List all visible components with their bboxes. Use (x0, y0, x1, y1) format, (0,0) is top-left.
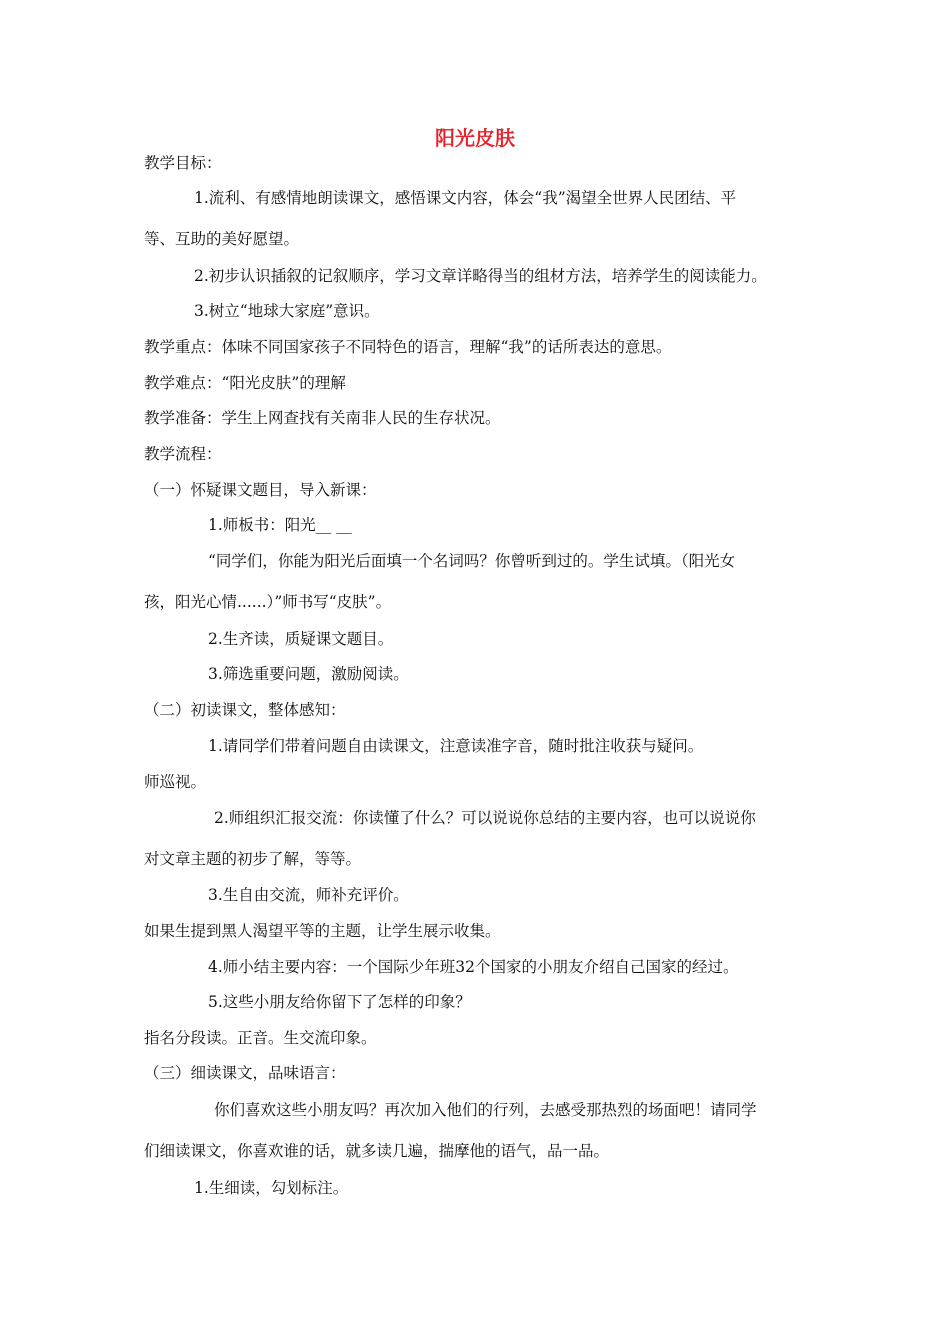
section-heading: 教学流程： (144, 445, 222, 463)
paragraph-line: 教学重点：体味不同国家孩子不同特色的语言，理解“我”的话所表达的意思。 (144, 338, 672, 356)
paragraph-line: 3.筛选重要问题，激励阅读。 (208, 665, 409, 683)
paragraph-line: 2.生齐读，质疑课文题目。 (208, 630, 394, 648)
section-heading: （二）初读课文，整体感知： (144, 701, 346, 719)
paragraph-line: 2.初步认识插叙的记叙顺序，学习文章详略得当的组材方法，培养学生的阅读能力。 (194, 267, 767, 285)
paragraph-line: 你们喜欢这些小朋友吗？再次加入他们的行列，去感受那热烈的场面吧！请同学 (214, 1101, 757, 1119)
paragraph-line: 1.流利、有感情地朗读课文，感悟课文内容，体会“我”渴望全世界人民团结、平 (194, 189, 737, 207)
paragraph-line: 1.请同学们带着问题自由读课文，注意读准字音，随时批注收获与疑问。 (208, 737, 704, 755)
paragraph-line: 4.师小结主要内容：一个国际少年班32个国家的小朋友介绍自己国家的经过。 (208, 958, 739, 976)
paragraph-line: 教学准备：学生上网查找有关南非人民的生存状况。 (144, 409, 501, 427)
paragraph-line: 1.师板书：阳光__ __ (208, 516, 352, 534)
section-heading: （一）怀疑课文题目，导入新课： (144, 481, 377, 499)
paragraph-line: 孩，阳光心情......）”师书写“皮肤”。 (144, 593, 392, 611)
paragraph-line: 师巡视。 (144, 773, 207, 791)
paragraph-line: 3.生自由交流，师补充评价。 (208, 886, 409, 904)
paragraph-line: 2.师组织汇报交流：你读懂了什么？可以说说你总结的主要内容，也可以说说你 (214, 809, 756, 827)
paragraph-line: 如果生提到黑人渴望平等的主题，让学生展示收集。 (144, 922, 501, 940)
paragraph-line: 指名分段读。正音。生交流印象。 (144, 1029, 377, 1047)
paragraph-line: 3.树立“地球大家庭”意识。 (194, 302, 380, 320)
section-heading: 教学目标： (144, 154, 222, 172)
paragraph-line: 1.生细读，勾划标注。 (194, 1179, 349, 1197)
paragraph-line: 教学难点：“阳光皮肤”的理解 (144, 374, 346, 392)
paragraph-line: 对文章主题的初步了解，等等。 (144, 850, 362, 868)
document-title: 阳光皮肤 (435, 126, 515, 150)
paragraph-line: 5.这些小朋友给你留下了怎样的印象？ (208, 993, 471, 1011)
section-heading: （三）细读课文，品味语言： (144, 1064, 346, 1082)
paragraph-line: “同学们，你能为阳光后面填一个名词吗？你曾听到过的。学生试填。（阳光女 (208, 552, 736, 570)
paragraph-line: 等、互助的美好愿望。 (144, 230, 300, 248)
paragraph-line: 们细读课文，你喜欢谁的话，就多读几遍，揣摩他的语气，品一品。 (144, 1142, 610, 1160)
